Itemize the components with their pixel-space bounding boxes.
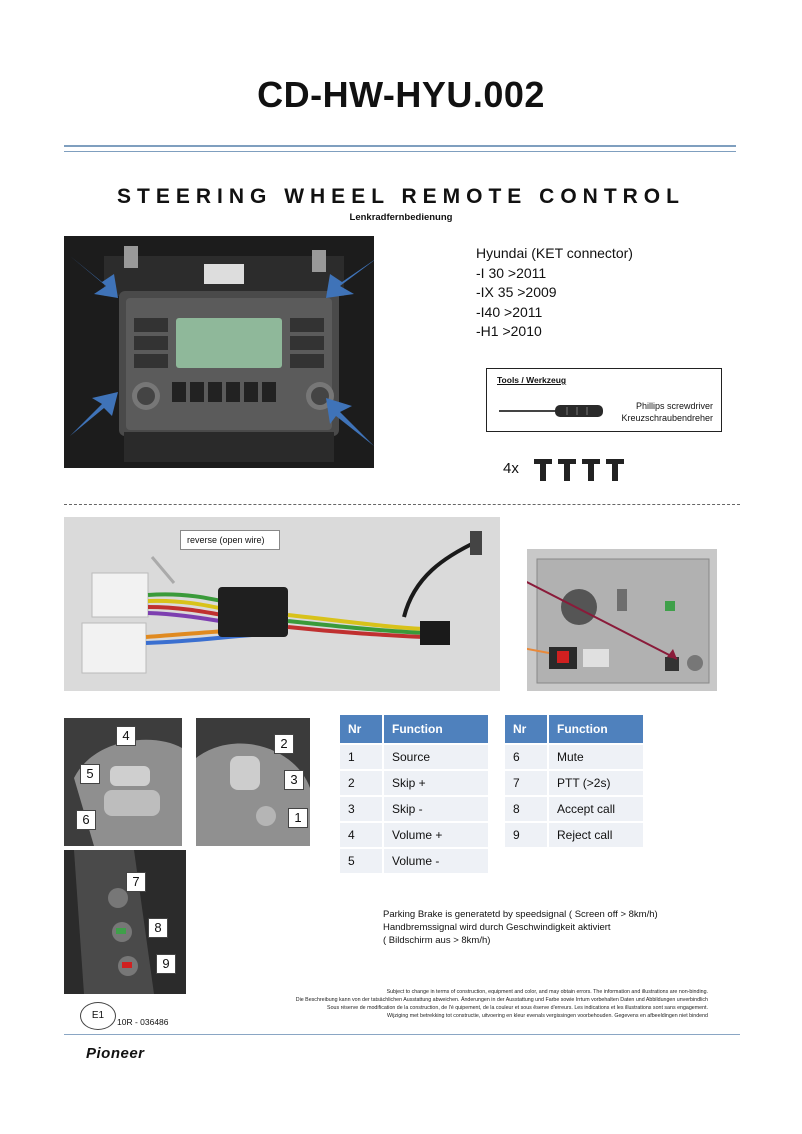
cell-nr: 4 <box>340 823 382 847</box>
table-row <box>340 849 488 873</box>
callout-2: 2 <box>274 734 294 754</box>
parking-note-line: Parking Brake is generatetd by speedsignal ( Screen off > 8km/h) <box>383 909 658 920</box>
reverse-wire-label: reverse (open wire) <box>180 530 280 550</box>
e-mark-badge: E1 <box>80 1002 116 1030</box>
vehicle-heading: Hyundai (KET connector) <box>476 245 633 261</box>
callout-9: 9 <box>156 954 176 974</box>
cell-nr: 9 <box>505 823 547 847</box>
column-header-function: Function <box>549 715 643 743</box>
section-subtitle: Lenkradfernbedienung <box>349 212 453 223</box>
head-unit-rear-photo <box>527 549 717 691</box>
steering-buttons-right-photo <box>196 718 310 846</box>
section-title: STEERING WHEEL REMOTE CONTROL <box>117 185 685 208</box>
table-row <box>505 823 643 847</box>
cell-function: PTT (>2s) <box>549 771 643 795</box>
table-row <box>340 745 488 769</box>
section-divider <box>64 504 740 505</box>
vehicle-model: -IX 35 >2009 <box>476 284 557 300</box>
cell-function: Mute <box>549 745 643 769</box>
document-code-title: CD-HW-HYU.002 <box>257 74 545 115</box>
vehicle-compatibility-list <box>476 244 633 342</box>
parking-brake-note <box>383 908 658 947</box>
disclaimer-line: Subject to change in terms of construction, equipment and color, and may obtain errors. The information and illustrations are non-binding. <box>386 989 708 995</box>
tools-box <box>486 368 722 432</box>
column-header-function: Function <box>384 715 488 743</box>
header-rule-thin <box>64 151 736 152</box>
table-row <box>340 823 488 847</box>
callout-8: 8 <box>148 918 168 938</box>
cell-function: Skip - <box>384 797 488 821</box>
tool-name-english: Phillips screwdriver <box>635 401 713 411</box>
cell-nr: 1 <box>340 745 382 769</box>
table-row <box>505 797 643 821</box>
callout-7: 7 <box>126 872 146 892</box>
callout-6: 6 <box>76 810 96 830</box>
cell-nr: 2 <box>340 771 382 795</box>
cell-function: Volume + <box>384 823 488 847</box>
cell-nr: 7 <box>505 771 547 795</box>
vehicle-model: -I40 >2011 <box>476 303 543 320</box>
cell-function: Accept call <box>549 797 643 821</box>
callout-3: 3 <box>284 770 304 790</box>
header-rule <box>64 145 736 147</box>
callout-4: 4 <box>116 726 136 746</box>
disclaimer-line: Wijziging met betrekking tot constructie, uitvoering en kleur evenals vergissingen voorbehouden. Gegevens en afbeeldingen niet bindend <box>387 1013 708 1019</box>
table-header-row <box>340 715 488 743</box>
steering-buttons-left-photo <box>64 718 182 846</box>
disclaimer-line: Die Beschreibung kann von der tatsächlichen Ausstattung abweichen. Änderungen in der Ausstattung und Farbe sowie Irrtum vorbehalten Daten und Abbildungen unverbindlich <box>295 997 708 1003</box>
cell-nr: 5 <box>340 849 382 873</box>
footer-rule <box>64 1034 740 1035</box>
callout-1: 1 <box>288 808 308 828</box>
cell-function: Reject call <box>549 823 643 847</box>
steering-buttons-lower-photo <box>64 850 186 994</box>
callout-5: 5 <box>80 764 100 784</box>
wiring-harness-photo <box>64 517 500 691</box>
tool-name-german: Kreuzschraubendreher <box>621 413 713 423</box>
radio-removal-photo <box>64 236 374 468</box>
disclaimer-line: Sous réserve de modification de la construction, de l'é quipement, de la couleur et sous êserve d'erreurs. Les indications et les illustrations sont sans engagement. <box>327 1005 708 1011</box>
parking-note-line: ( Bildschirm aus > 8km/h) <box>383 935 491 946</box>
vehicle-model: -H1 >2010 <box>476 323 542 339</box>
column-header-nr: Nr <box>505 715 547 743</box>
table-row <box>505 771 643 795</box>
legal-disclaimer <box>212 988 708 1020</box>
cell-nr: 6 <box>505 745 547 769</box>
screwdriver-icon <box>497 402 607 418</box>
tools-title: Tools / Werkzeug <box>497 375 567 385</box>
pioneer-logo: Pioneer <box>86 1045 145 1062</box>
function-table-2 <box>503 713 645 849</box>
table-row <box>340 771 488 795</box>
table-row <box>505 745 643 769</box>
cell-nr: 3 <box>340 797 382 821</box>
cell-function: Source <box>384 745 488 769</box>
screws-icon <box>532 457 628 483</box>
table-row <box>340 797 488 821</box>
cell-nr: 8 <box>505 797 547 821</box>
function-table-1 <box>338 713 490 875</box>
table-header-row <box>505 715 643 743</box>
cell-function: Skip + <box>384 771 488 795</box>
vehicle-model: -I 30 >2011 <box>476 264 547 281</box>
screw-count: 4x <box>503 460 519 477</box>
column-header-nr: Nr <box>340 715 382 743</box>
parking-note-line: Handbremssignal wird durch Geschwindigkeit aktiviert <box>383 922 611 933</box>
cell-function: Volume - <box>384 849 488 873</box>
approval-number: 10R - 036486 <box>117 1017 169 1027</box>
